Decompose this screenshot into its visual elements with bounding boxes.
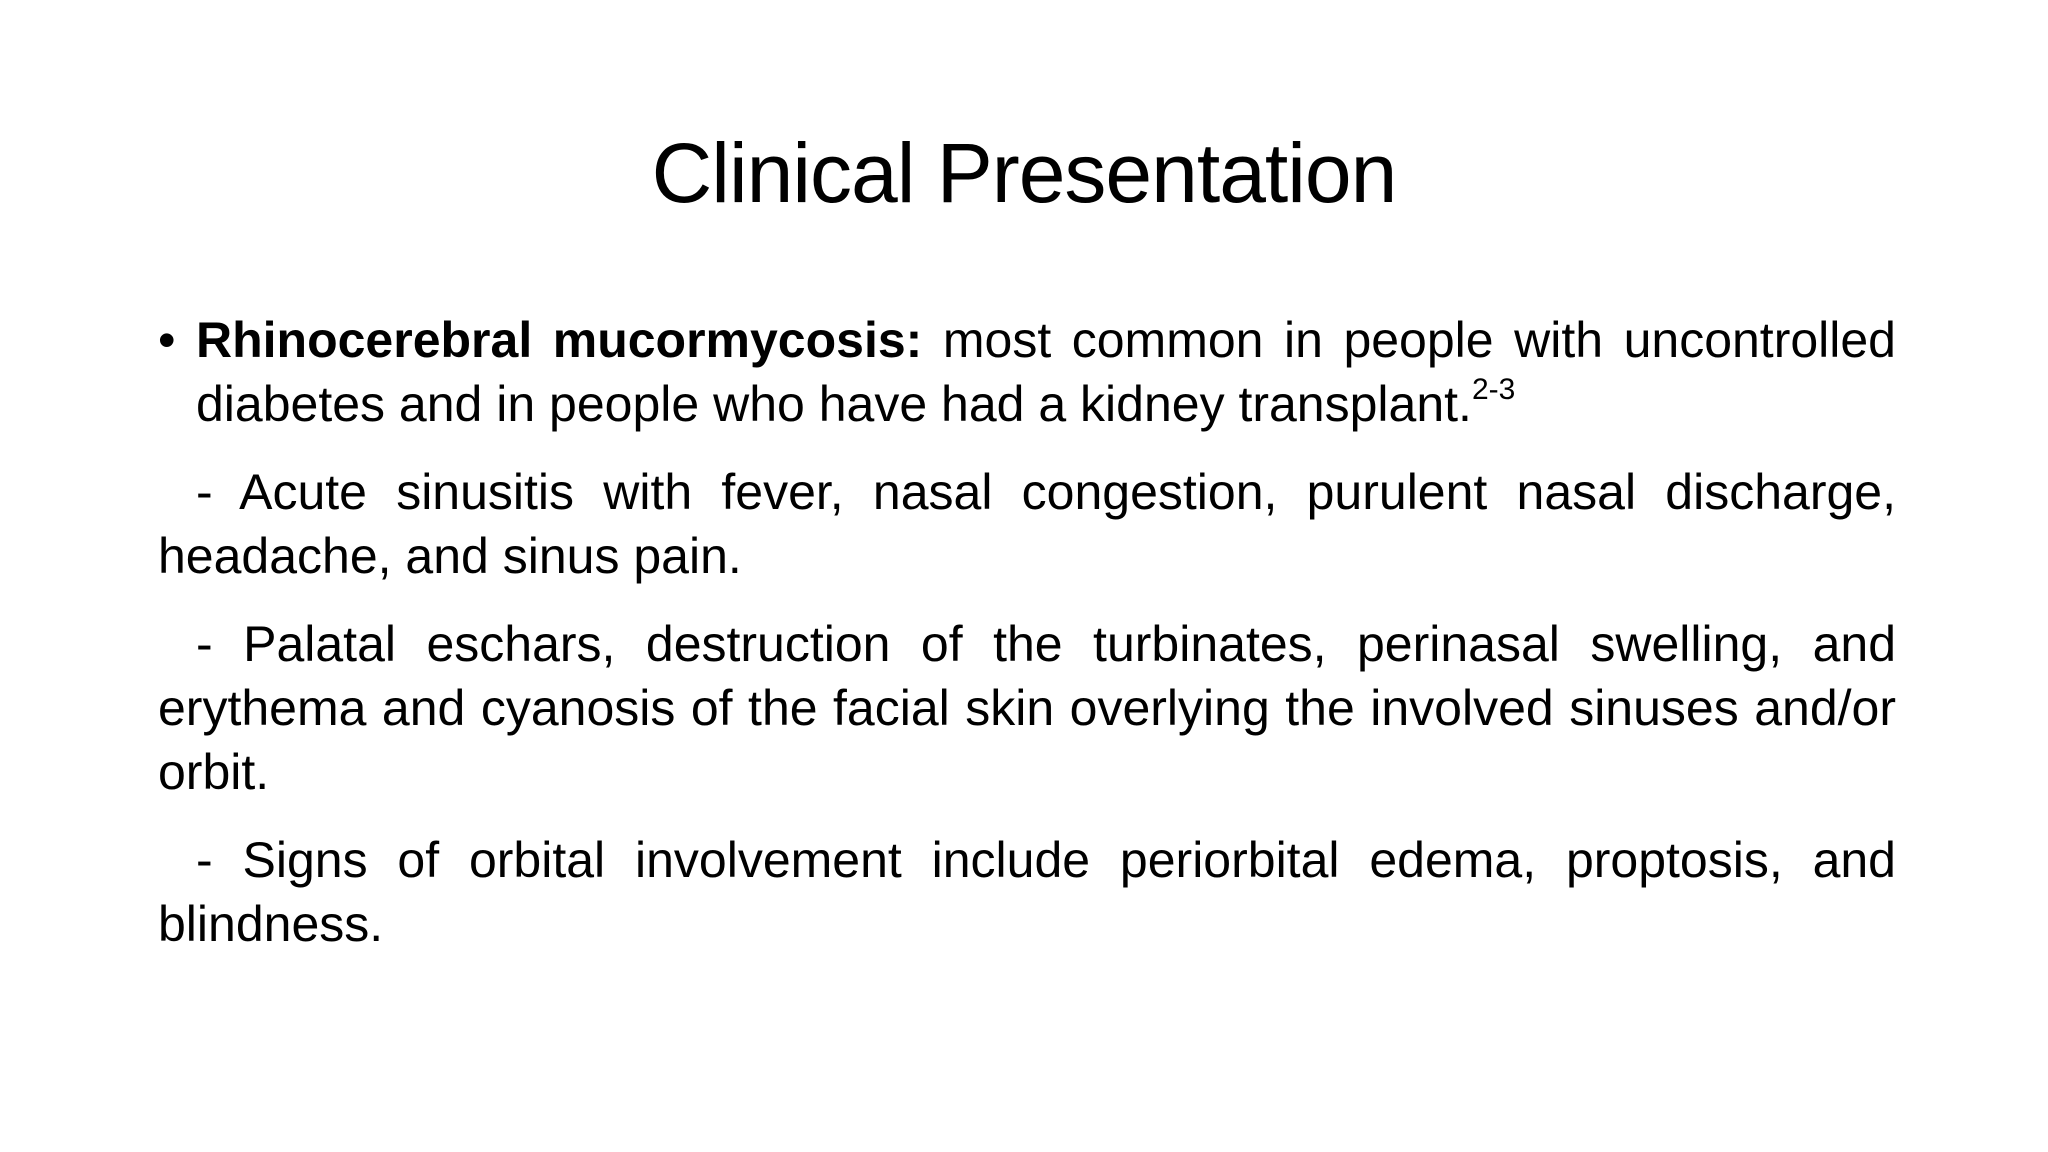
paragraph-palatal-eschars: - Palatal eschars, destruction of the turbinates, perinasal swelling, and erythema and cyanosis of the facial skin overlying the involved sinuses and/or orbit. [158, 616, 1896, 800]
bullet-icon: • [158, 312, 176, 368]
paragraph-sinusitis: - Acute sinusitis with fever, nasal congestion, purulent nasal discharge, headache, and sinus pain. [158, 464, 1896, 584]
bullet-term: Rhinocerebral mucormycosis: [196, 312, 923, 368]
slide-body [158, 308, 1896, 980]
slide-title: Clinical Presentation [651, 126, 1397, 220]
paragraph-orbital-involvement: - Signs of orbital involvement include periorbital edema, proptosis, and blindness. [158, 832, 1896, 952]
bullet-text: most common in people with uncontrolled diabetes and in people who have had a kidney transplant. [196, 312, 1896, 432]
bullet-item [158, 308, 1896, 436]
citation-superscript: 2-3 [1471, 373, 1516, 406]
